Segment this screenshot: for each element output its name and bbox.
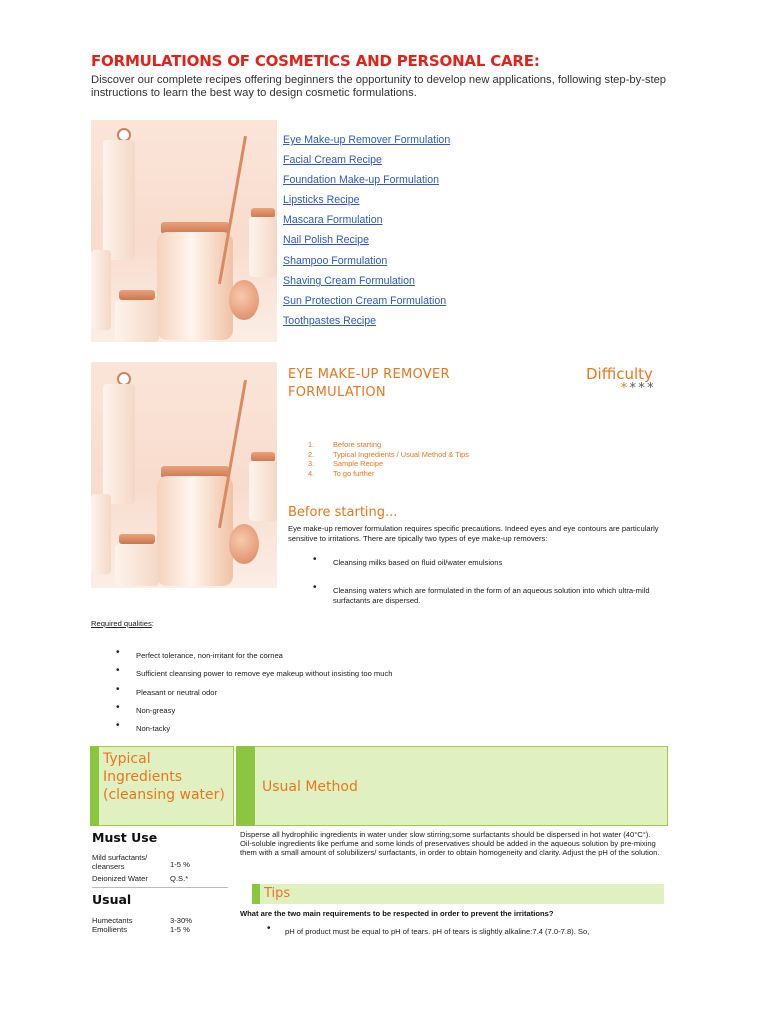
list-item: • Cleansing milks based on fluid oil/water emulsions (313, 554, 503, 567)
table-header-bar (90, 746, 99, 826)
usual-heading: Usual (92, 892, 132, 907)
toc-item[interactable]: 1. Before starting (308, 440, 382, 449)
bullet-icon: • (116, 702, 120, 713)
recipe-link-toothpastes[interactable]: Toothpastes Recipe (283, 315, 377, 327)
page-title: FORMULATIONS OF COSMETICS AND PERSONAL CARE: (91, 52, 540, 70)
recipe-link-nail-polish[interactable]: Nail Polish Recipe (283, 234, 369, 246)
toc-item[interactable]: 3. Sample Recipe (308, 459, 384, 468)
table-row: Emollients (92, 925, 128, 934)
recipe-link-list (283, 134, 483, 334)
method-text: Disperse all hydrophilic ingredients in water under slow stirring;some surfactants should be dispersed in hot water (40°C°). Oil-soluble ingredients like perfume and some kinds of preservatives should be added in the aqueous solution by pre-mixing them with a small amount of solubilizers/ surfactants, in order to obtain homogeneity and clarity. Adjust the pH of the solution. (240, 830, 660, 858)
toc-item[interactable]: 4. To go further (308, 468, 375, 478)
toc-item[interactable]: 2. Typical Ingredients / Usual Method & Tips (308, 449, 469, 459)
list-item: • Perfect tolerance, non-irritant for the cornea (116, 647, 283, 660)
star-off-icon: *** (628, 381, 656, 396)
recipe-link-eye-make-up-remover[interactable]: Eye Make-up Remover Formulation (283, 134, 451, 146)
list-item: • Cleansing waters which are formulated in the form of an aqueous solution into which ultra-mild surfactants are dispersed. (313, 582, 650, 605)
bullet-icon: • (116, 720, 120, 731)
difficulty-label: Difficulty (586, 365, 653, 383)
before-starting-text: Eye make-up remover formulation requires specific precautions. Indeed eyes and eye contours are particularly sensitive to irritations. There are tipically two types of eye make-up removers: (288, 524, 659, 543)
divider (92, 887, 228, 888)
bullet-icon: • (116, 665, 120, 676)
list-item: • pH of product must be equal to pH of tears. pH of tears is slightly alkaline:7.4 (7.0-7.8). So, (267, 923, 590, 936)
difficulty-rating (620, 381, 655, 396)
recipe-link-foundation[interactable]: Foundation Make-up Formulation (283, 174, 440, 186)
tips-header-bar (252, 884, 260, 904)
recipe-link-shampoo[interactable]: Shampoo Formulation (283, 255, 388, 267)
table-row: Mild surfactants/ cleansers (92, 853, 148, 871)
must-use-heading: Must Use (92, 830, 158, 845)
bullet-icon: • (313, 554, 317, 565)
bullet-icon: • (313, 582, 317, 593)
before-starting-heading: Before starting... (288, 505, 398, 520)
table-row: Q.S.* (170, 874, 189, 883)
recipe-link-facial-cream[interactable]: Facial Cream Recipe (283, 154, 382, 166)
bullet-icon: • (116, 647, 120, 658)
ingredients-method-table (90, 746, 667, 934)
section-title: EYE MAKE-UP REMOVER FORMULATION (288, 367, 450, 400)
list-item: • Pleasant or neutral odor (116, 684, 218, 697)
ingredients-heading: Typical Ingredients (cleansing water) (103, 751, 225, 803)
list-item: • Non-tacky (116, 720, 171, 733)
tips-header (252, 884, 664, 904)
table-header-bar (236, 746, 255, 826)
tips-question: What are the two main requirements to be respected in order to prevent the irritations? (240, 909, 554, 918)
table-row: 1-5 % (170, 925, 190, 934)
product-photo-2 (91, 362, 277, 588)
bullet-icon: • (116, 684, 120, 695)
method-heading: Usual Method (262, 779, 358, 795)
recipe-link-sun-protection[interactable]: Sun Protection Cream Formulation (283, 295, 447, 307)
tips-heading: Tips (264, 886, 291, 901)
recipe-link-lipsticks[interactable]: Lipsticks Recipe (283, 194, 360, 206)
table-row: Humectants (92, 916, 133, 925)
list-item: • Sufficient cleansing power to remove eye makeup without insisting too much (116, 665, 393, 678)
star-on-icon: * (620, 381, 629, 396)
table-row: 1-5 % (170, 860, 190, 869)
list-item: • Non-greasy (116, 702, 176, 715)
table-of-contents (308, 440, 469, 478)
table-row: 3-30% (170, 916, 192, 925)
required-qualities-label: Required qualities: (91, 619, 154, 628)
intro-text: Discover our complete recipes offering beginners the opportunity to develop new applications, following step-by-step instructions to learn the best way to design cosmetic formulations. (91, 74, 667, 99)
product-photo (91, 120, 277, 342)
table-row: Deionized Water (92, 874, 148, 883)
bullet-icon: • (267, 923, 271, 934)
recipe-link-mascara[interactable]: Mascara Formulation (283, 214, 383, 226)
recipe-link-shaving-cream[interactable]: Shaving Cream Formulation (283, 275, 415, 287)
